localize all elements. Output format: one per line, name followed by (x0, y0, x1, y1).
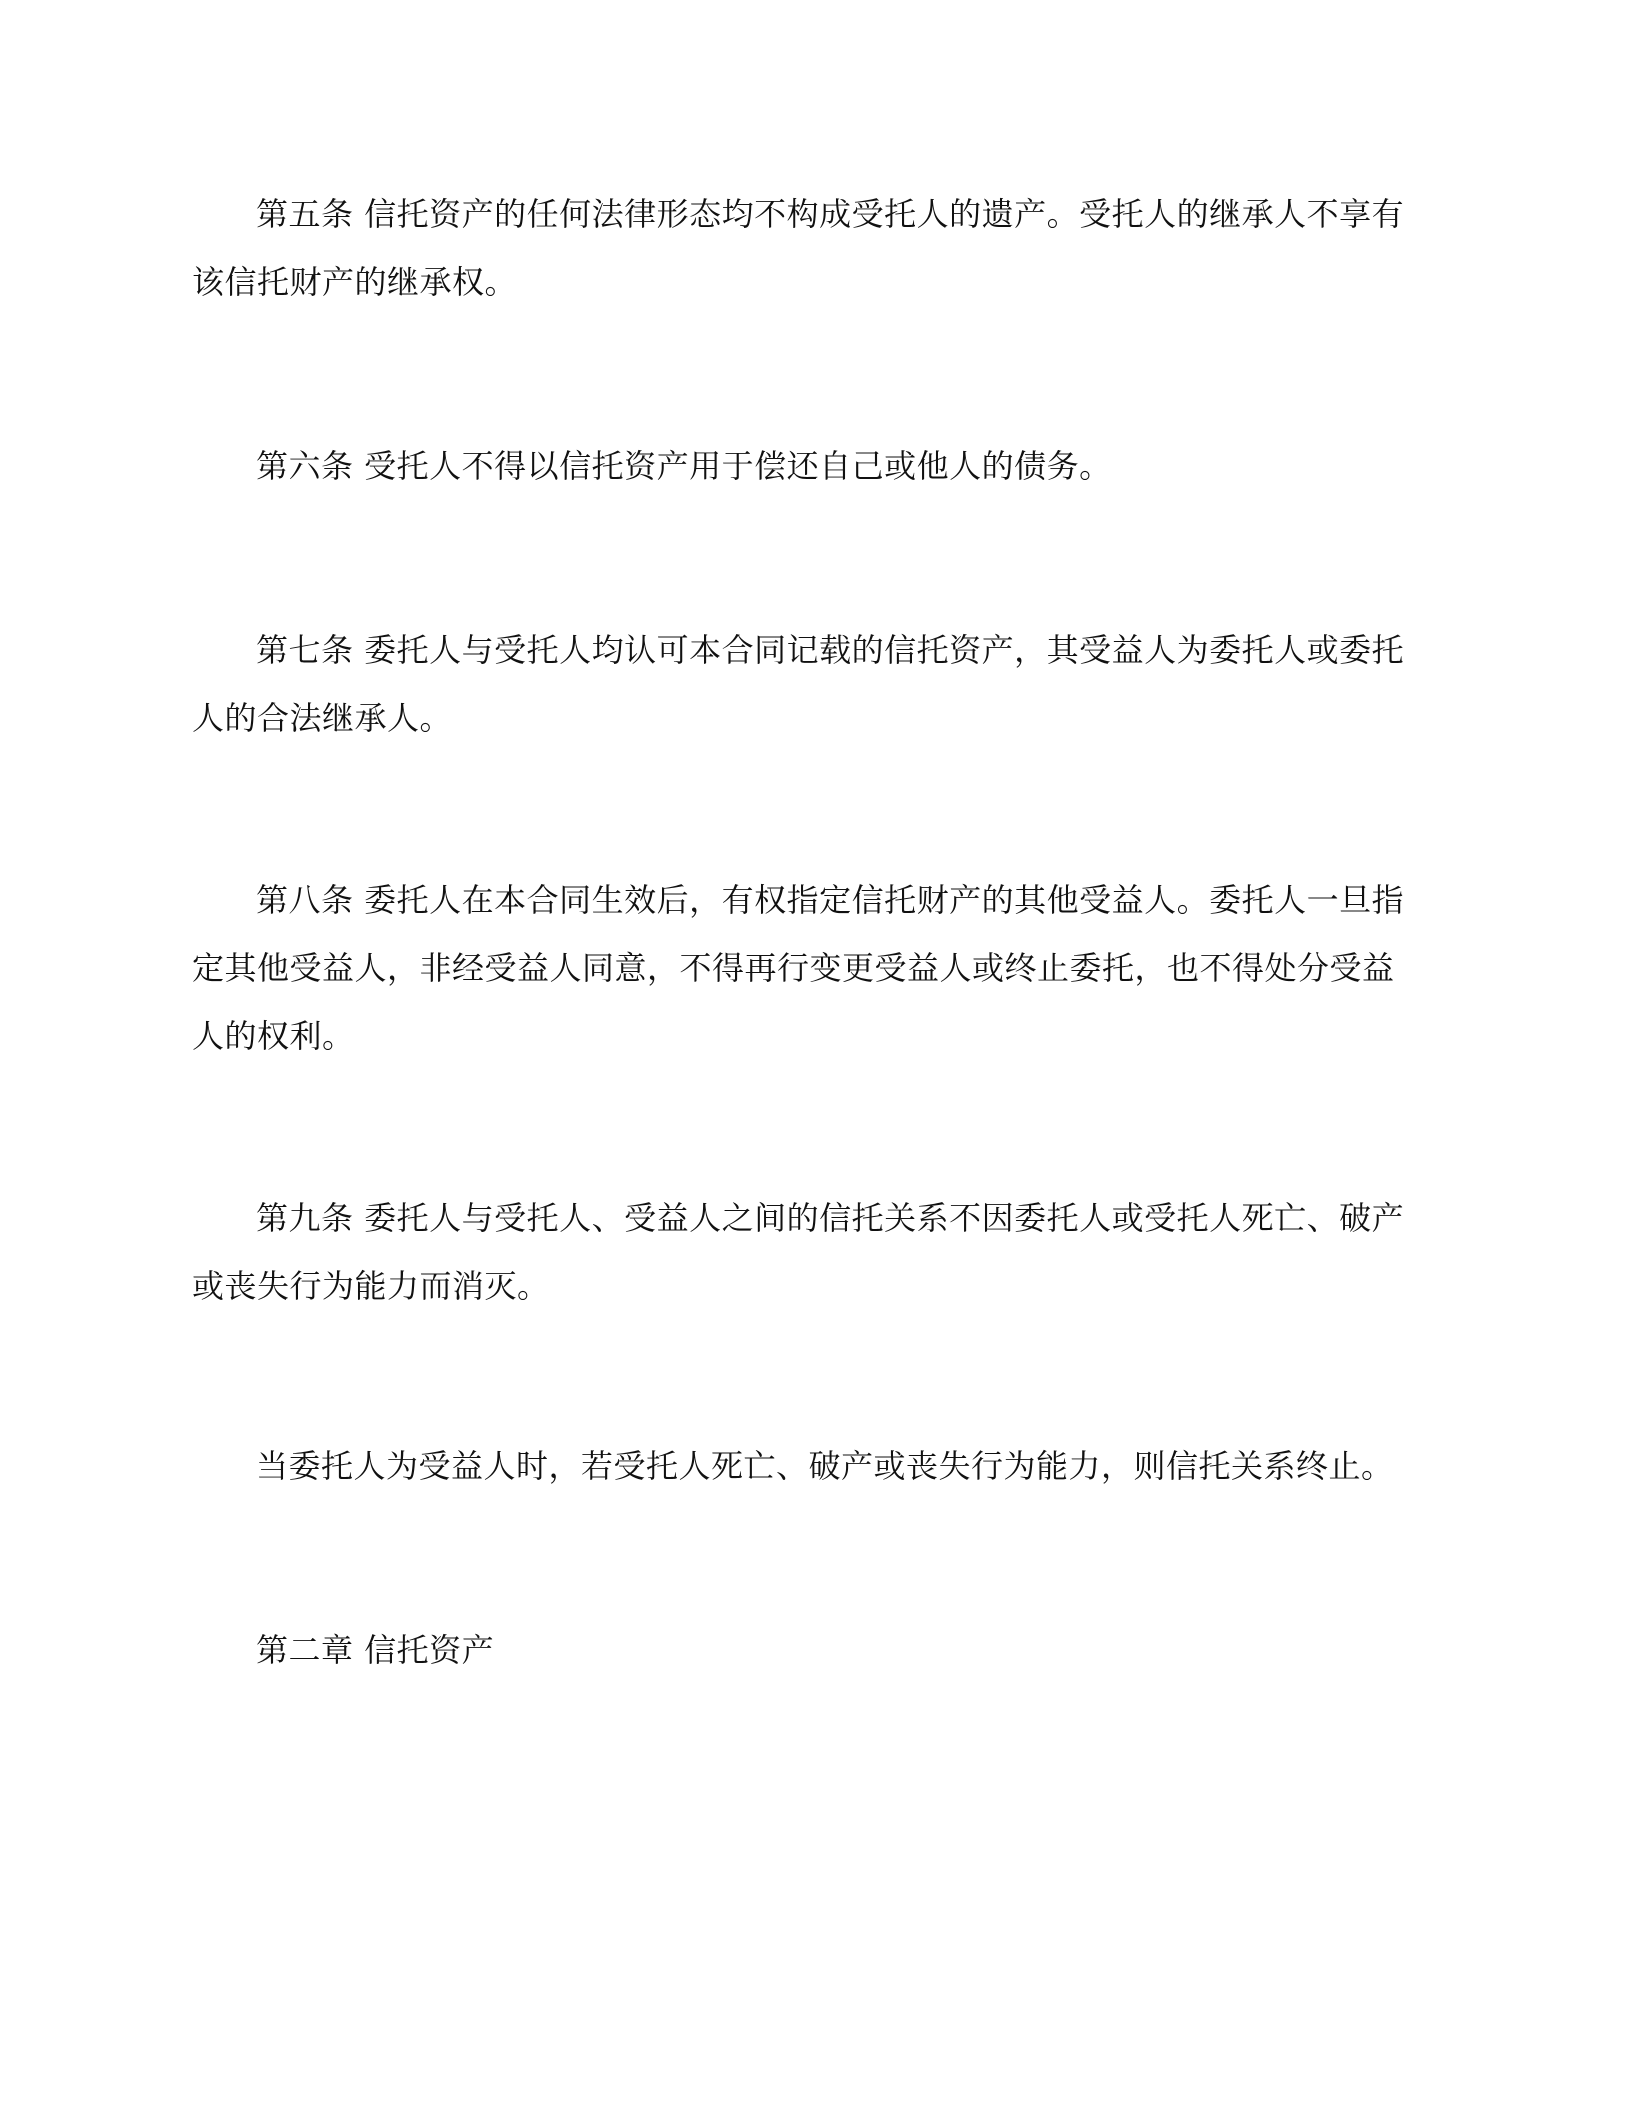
article-7-paragraph: 第七条 委托人与受托人均认可本合同记载的信托资产，其受益人为委托人或委托人的合法继承人。 (192, 631, 1405, 737)
chapter-2-heading: 第二章 信托资产 (256, 1631, 495, 1669)
article-6-paragraph: 第六条 受托人不得以信托资产用于偿还自己或他人的债务。 (256, 447, 1112, 485)
article-8-paragraph: 第八条 委托人在本合同生效后，有权指定信托财产的其他受益人。委托人一旦指定其他受益人，非经受益人同意，不得再行变更受益人或终止委托，也不得处分受益人的权利。 (192, 881, 1405, 1055)
article-9-paragraph: 第九条 委托人与受托人、受益人之间的信托关系不因委托人或受托人死亡、破产或丧失行为能力而消灭。 (192, 1199, 1405, 1305)
article-5-paragraph: 第五条 信托资产的任何法律形态均不构成受托人的遗产。受托人的继承人不享有该信托财产的继承权。 (192, 195, 1405, 301)
article-9-supplement-paragraph: 当委托人为受益人时，若受托人死亡、破产或丧失行为能力，则信托关系终止。 (256, 1447, 1394, 1485)
